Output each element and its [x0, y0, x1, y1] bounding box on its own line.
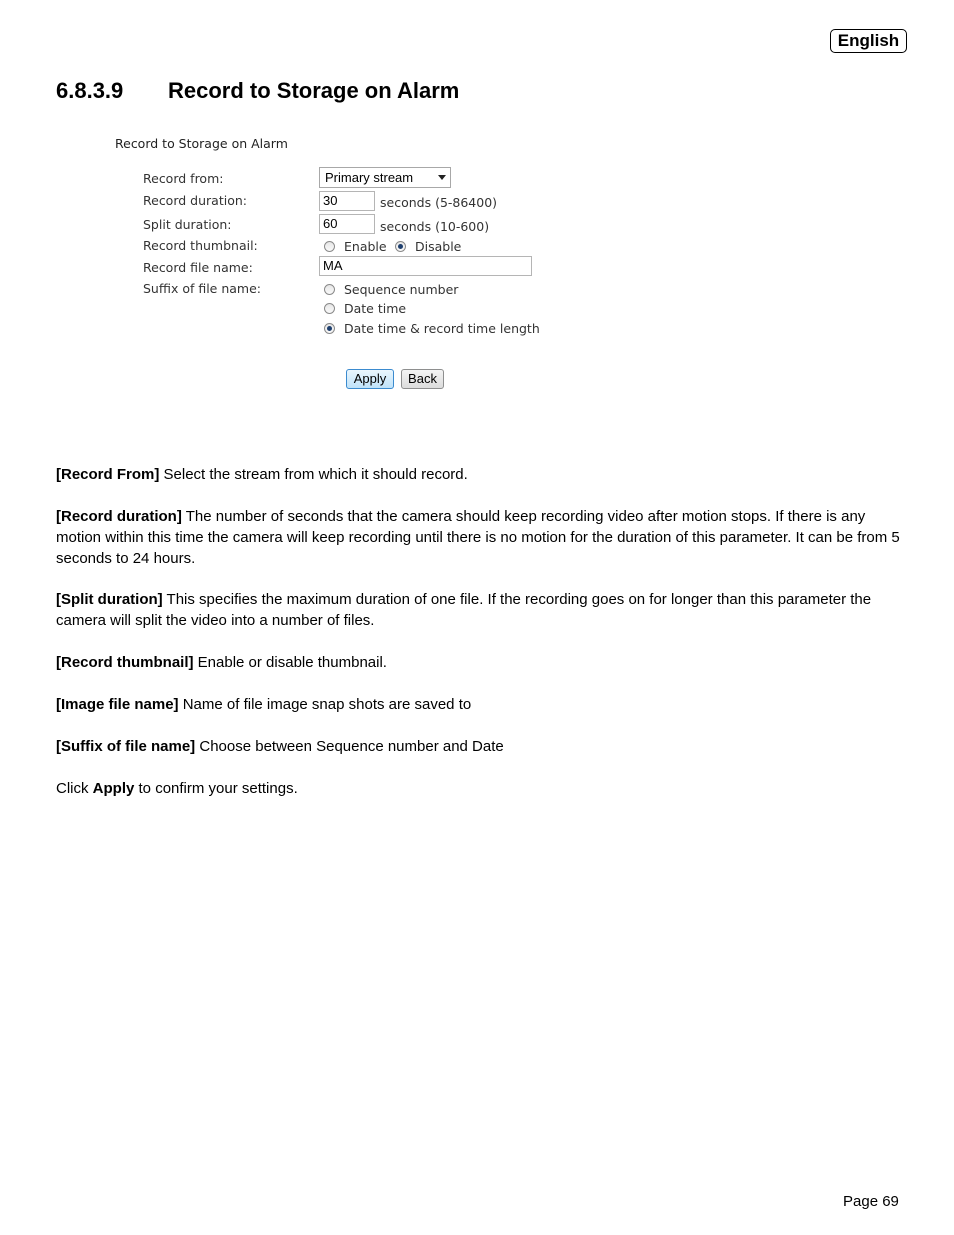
suffix-datetime-length-label: Date time & record time length: [344, 321, 540, 336]
record-from-select[interactable]: [319, 167, 451, 188]
apply-button[interactable]: Apply: [346, 369, 394, 389]
description-text: Select the stream from which it should record.: [159, 466, 468, 483]
form-title: Record to Storage on Alarm: [115, 136, 288, 151]
record-file-name-input[interactable]: MA: [319, 256, 532, 276]
thumbnail-disable-radio[interactable]: [395, 241, 406, 252]
description-suffix: [56, 737, 901, 758]
description-text: Enable or disable thumbnail.: [193, 654, 387, 671]
closing-apply: Apply: [92, 780, 135, 797]
record-thumbnail-label: Record thumbnail:: [143, 238, 258, 253]
page-number: Page 69: [843, 1193, 899, 1210]
dropdown-arrow-icon: [438, 175, 446, 180]
record-from-label: Record from:: [143, 171, 224, 186]
section-title: Record to Storage on Alarm: [168, 78, 460, 103]
split-duration-label: Split duration:: [143, 217, 232, 232]
closing-instruction: [56, 779, 901, 800]
description-image-file-name: [56, 695, 901, 716]
closing-suffix: to confirm your settings.: [134, 780, 298, 797]
suffix-sequence-label: Sequence number: [344, 282, 459, 297]
split-duration-input[interactable]: 60: [319, 214, 375, 234]
suffix-datetime-label: Date time: [344, 301, 407, 316]
section-heading: [56, 78, 459, 104]
record-file-name-label: Record file name:: [143, 260, 253, 275]
term: [Suffix of file name]: [56, 738, 196, 755]
description-text: Choose between Sequence number and Date: [195, 738, 504, 755]
term: [Record duration]: [56, 508, 182, 525]
suffix-datetime-radio[interactable]: [324, 303, 335, 314]
suffix-datetime-length-radio[interactable]: [324, 323, 335, 334]
term: [Record thumbnail]: [56, 654, 194, 671]
language-badge: English: [830, 29, 907, 53]
description-text: Name of file image snap shots are saved to: [178, 696, 472, 713]
description-text: This specifies the maximum duration of one file. If the recording goes on for longer than this parameter the camera will split the video into a number of files.: [56, 591, 872, 629]
description-record-duration: [56, 507, 901, 569]
thumbnail-disable-label: Disable: [415, 239, 462, 254]
description-record-from: [56, 465, 901, 486]
description-text: The number of seconds that the camera should keep recording video after motion stops. If there is any motion within this time the camera will keep recording until there is no motion for the duration of this parameter. It can be from 5 seconds to 24 hours.: [56, 508, 900, 567]
record-duration-label: Record duration:: [143, 193, 247, 208]
closing-prefix: Click: [56, 780, 93, 797]
term: [Image file name]: [56, 696, 179, 713]
description-record-thumbnail: [56, 653, 901, 674]
suffix-label: Suffix of file name:: [143, 281, 262, 296]
suffix-sequence-radio[interactable]: [324, 284, 335, 295]
record-duration-input[interactable]: 30: [319, 191, 375, 211]
thumbnail-enable-radio[interactable]: [324, 241, 335, 252]
record-from-value: Primary stream: [325, 170, 414, 185]
split-duration-hint: seconds (10-600): [380, 219, 490, 234]
record-duration-hint: seconds (5-86400): [380, 195, 498, 210]
description-split-duration: [56, 590, 901, 632]
section-number: 6.8.3.9: [56, 78, 124, 103]
back-button[interactable]: Back: [401, 369, 444, 389]
term: [Record From]: [56, 466, 160, 483]
term: [Split duration]: [56, 591, 163, 608]
thumbnail-enable-label: Enable: [344, 239, 387, 254]
